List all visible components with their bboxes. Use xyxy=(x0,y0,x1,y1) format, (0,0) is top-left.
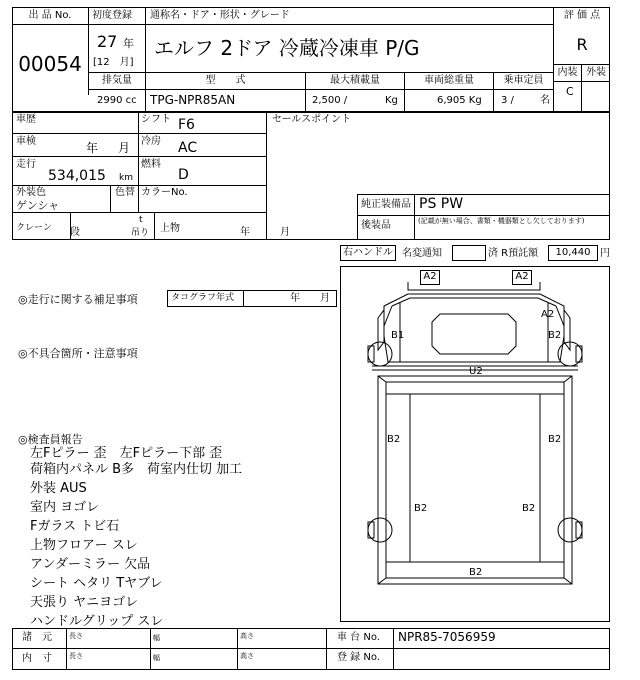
fuel-label: 燃料 xyxy=(141,159,161,170)
name-change-label: 名変通知 xyxy=(402,248,442,259)
damage-mark-label: A2 xyxy=(541,309,555,320)
width-label: 幅 xyxy=(153,634,160,642)
aftermarket-label: 後装品 xyxy=(361,220,391,231)
tacho-year: 年 xyxy=(290,293,300,304)
crane-step: 段 xyxy=(70,227,80,238)
model: TPG-NPR85AN xyxy=(150,93,236,107)
color-label: 外装色 xyxy=(16,187,46,198)
inspection-year: 年 xyxy=(86,141,99,155)
report-line: 上物フロアー スレ xyxy=(30,538,138,553)
vehicle-name-label: 通称名・ドア・形状・グレード xyxy=(150,10,290,21)
genuine-value: PS PW xyxy=(419,196,464,212)
reg-year: 27 xyxy=(97,32,118,51)
capacity-unit: 名 xyxy=(540,95,550,106)
report-line: 左Fピラー 歪 左Fピラー下部 歪 xyxy=(30,446,223,461)
damage-mark-label: A2 xyxy=(423,271,437,282)
damage-mark-label: A2 xyxy=(515,271,529,282)
damage-mark-label: B2 xyxy=(548,330,562,341)
shift-value: F6 xyxy=(178,117,195,133)
capacity-label: 乗車定員 xyxy=(503,75,544,86)
inspection-label: 車検 xyxy=(16,136,36,147)
damage-mark-label: B2 xyxy=(387,434,401,445)
chassis-number: NPR85-7056959 xyxy=(398,630,496,644)
recall-unit: 円 xyxy=(600,248,610,259)
recall-amount: 10,440 xyxy=(555,247,591,258)
damage-mark-label: B1 xyxy=(391,330,405,341)
color-value: ゲンシャ xyxy=(16,199,60,212)
exterior-label: 外装 xyxy=(586,67,606,78)
history-label: 車歴 xyxy=(16,114,36,125)
lot-number: 00054 xyxy=(18,52,82,76)
ac-value: AC xyxy=(178,140,198,156)
damage-mark-label: B2 xyxy=(414,503,428,514)
color-no-label: カラーNo. xyxy=(141,187,188,198)
tacho-month: 月 xyxy=(320,293,330,304)
inspector-report-label: ◎検査員報告 xyxy=(18,433,83,446)
length-label: 長さ xyxy=(69,652,83,660)
sales-point-label: セールスポイント xyxy=(272,114,352,125)
reg-month: [12 月] xyxy=(93,57,134,68)
reg-no-label: 登 録 No. xyxy=(337,652,380,663)
capacity: 3 / xyxy=(501,95,514,106)
aftermarket-note: (記載が無い場合、書類・機器類とし欠しております) xyxy=(418,217,585,225)
load: 2,500 / xyxy=(312,95,348,106)
footer-frame xyxy=(12,628,610,670)
displacement-label: 排気量 xyxy=(102,75,132,86)
report-line: 室内 ヨゴレ xyxy=(30,500,100,515)
interior-label: 内装 xyxy=(557,67,578,78)
load-unit: Kg xyxy=(385,95,398,106)
gross-label: 車両総重量 xyxy=(424,75,474,86)
shift-label: シフト xyxy=(141,114,171,125)
reg-year-label: 年 xyxy=(123,37,134,50)
chassis-label: 車 台 No. xyxy=(337,632,380,643)
gross: 6,905 Kg xyxy=(437,95,482,106)
report-line: 荷箱内パネル B多 荷室内仕切 加工 xyxy=(30,462,243,477)
report-line: アンダーミラー 欠品 xyxy=(30,557,151,572)
fuel-value: D xyxy=(178,167,189,183)
defects-label: ◎不具合箇所・注意事項 xyxy=(18,347,138,360)
vehicle-name: エルフ 2ドア 冷蔵冷凍車 P/G xyxy=(154,36,420,60)
width-label: 幅 xyxy=(153,654,160,662)
height-label: 高さ xyxy=(240,652,254,660)
upper-year: 年 xyxy=(240,227,250,238)
damage-mark-label: B2 xyxy=(522,503,536,514)
tacho-label: タコグラフ年式 xyxy=(171,293,235,303)
ac-label: 冷房 xyxy=(141,136,161,147)
mileage-unit: km xyxy=(119,173,133,183)
damage-mark-label: B2 xyxy=(469,567,483,578)
damage-mark-label: B2 xyxy=(548,434,562,445)
report-line: ハンドルグリップ スレ xyxy=(30,614,164,629)
handle-value: 右ハンドル xyxy=(343,247,393,258)
height-label: 高さ xyxy=(240,632,254,640)
inspector-report-list xyxy=(30,446,242,633)
mileage-label: 走行 xyxy=(16,159,36,170)
reg-label: 初度登録 xyxy=(92,10,132,21)
travel-notes-label: ◎走行に関する補足事項 xyxy=(18,293,138,306)
report-line: 外装 AUS xyxy=(30,481,87,496)
interior-score: C xyxy=(566,85,574,98)
report-line: Fガラス トビ石 xyxy=(30,519,120,534)
name-change-box xyxy=(452,245,486,261)
dims-label: 内 寸 xyxy=(22,653,52,664)
specs-label: 諸 元 xyxy=(22,632,52,643)
damage-mark-label: U2 xyxy=(469,366,483,377)
upper-label: 上物 xyxy=(160,223,180,234)
model-label: 型 式 xyxy=(205,75,246,86)
mileage-value: 534,015 xyxy=(48,168,106,184)
genuine-label: 純正装備品 xyxy=(361,199,411,210)
recall-label: 済 R預託額 xyxy=(488,248,539,259)
crane-label: クレーン xyxy=(16,223,52,233)
report-line: 天張り ヤニヨゴレ xyxy=(30,595,139,610)
upper-month: 月 xyxy=(280,227,290,238)
length-label: 長さ xyxy=(69,632,83,640)
report-line: シート ヘタリ Tヤブレ xyxy=(30,576,163,591)
crane-hang: 吊り xyxy=(131,228,150,238)
inspection-month: 月 xyxy=(118,141,131,155)
grade: R xyxy=(576,35,588,54)
displacement: 2990 cc xyxy=(97,95,137,106)
load-label: 最大積載量 xyxy=(330,75,380,86)
color-change-label: 色替 xyxy=(115,187,135,198)
grade-label: 評 価 点 xyxy=(563,10,601,21)
lot-label: 出 品 No. xyxy=(28,10,72,21)
crane-ton: t xyxy=(139,215,143,225)
